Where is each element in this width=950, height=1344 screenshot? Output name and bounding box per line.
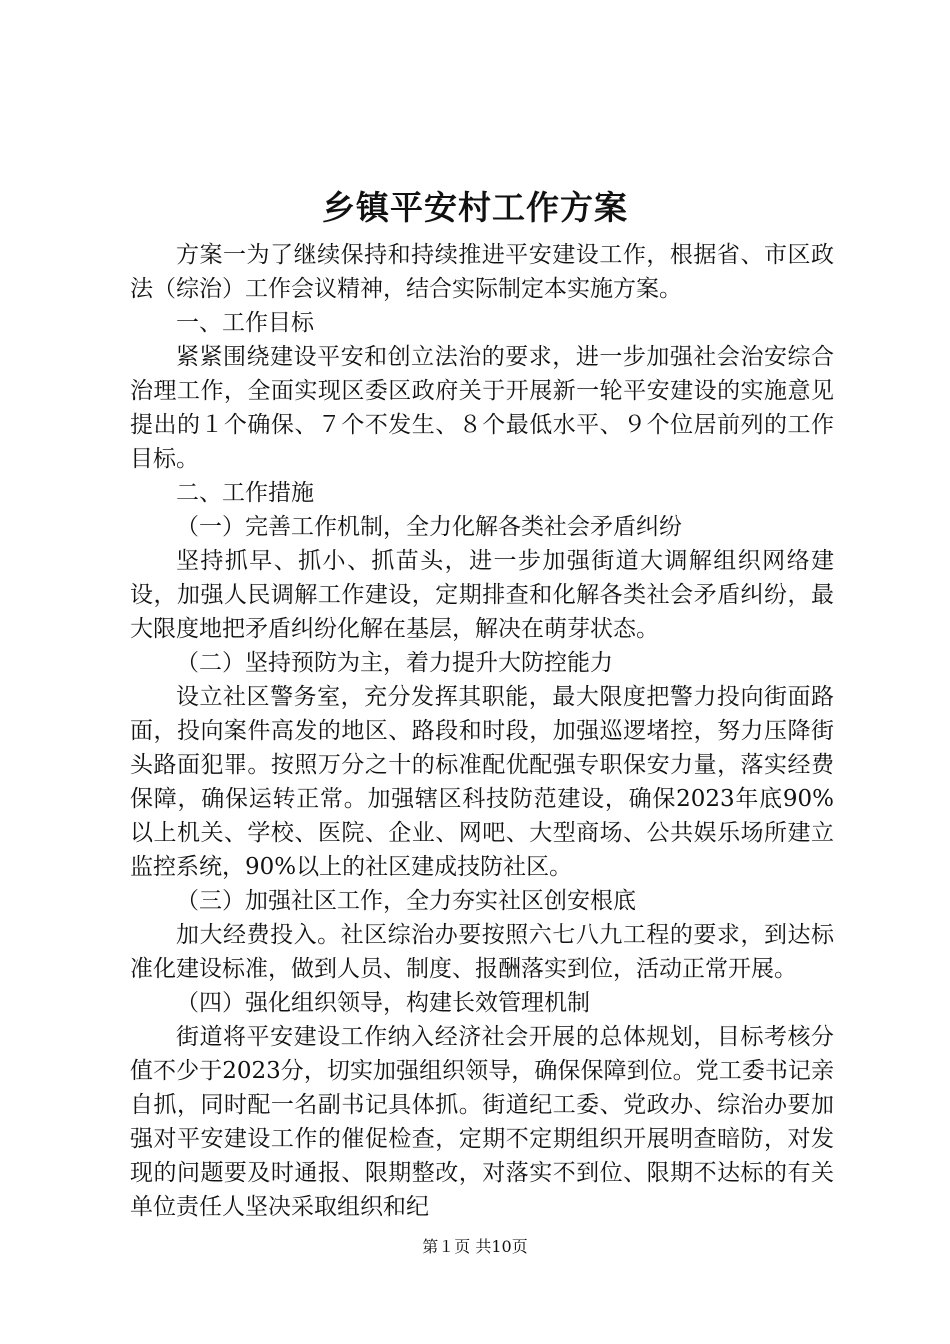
document-body (130, 238, 834, 1224)
leadership-paragraph: 街道将平安建设工作纳入经济社会开展的总体规划，目标考核分值不少于2023分，切实加强组织领导，确保保障到位。党工委书记亲自抓，同时配一名副书记具体抓。街道纪工委、党政办、综治办要加强对平安建设工作的催促检查，定期不定期组织开展明查暗防，对发现的问题要及时通报、限期整改，对落实不到位、限期不达标的有关单位责任人坚决采取组织和纪 (130, 1024, 834, 1220)
prevention-paragraph: 设立社区警务室，充分发挥其职能，最大限度把警力投向街面路面，投向案件高发的地区、路段和时段，加强巡逻堵控，努力压降街头路面犯罪。按照万分之十的标准配优配强专职保安力量，落实经费保障，确保运转正常。加强辖区科技防范建设，确保2023年底90%以上机关、学校、医院、企业、网吧、大型商场、公共娱乐场所建立监控系统，90%以上的社区建成技防社区。 (130, 684, 834, 880)
intro-paragraph: 方案一为了继续保持和持续推进平安建设工作，根据省、市区政法（综治）工作会议精神，结合实际制定本实施方案。 (130, 242, 834, 302)
mechanism-paragraph: 坚持抓早、抓小、抓苗头，进一步加强街道大调解组织网络建设，加强人民调解工作建设，定期排查和化解各类社会矛盾纠纷，最大限度地把矛盾纠纷化解在基层，解决在萌芽状态。 (130, 548, 834, 642)
section-heading-goals: 一、工作目标 (176, 310, 314, 336)
subheading-mechanism: （一）完善工作机制，全力化解各类社会矛盾纠纷 (176, 514, 682, 540)
page-footer: 第１页 共10页 (422, 1237, 528, 1256)
subheading-prevention: （二）坚持预防为主，着力提升大防控能力 (176, 650, 613, 676)
section-heading-measures: 二、工作措施 (176, 480, 314, 506)
subheading-leadership: （四）强化组织领导，构建长效管理机制 (176, 990, 590, 1016)
subheading-community: （三）加强社区工作，全力夯实社区创安根底 (176, 888, 636, 914)
community-paragraph: 加大经费投入。社区综治办要按照六七八九工程的要求，到达标准化建设标准，做到人员、制度、报酬落实到位，活动正常开展。 (130, 922, 834, 982)
page-title: 乡镇平安村工作方案 (322, 188, 628, 227)
goals-paragraph: 紧紧围绕建设平安和创立法治的要求，进一步加强社会治安综合治理工作，全面实现区委区政府关于开展新一轮平安建设的实施意见提出的１个确保、７个不发生、８个最低水平、９个位居前列的工作目标。 (130, 344, 834, 472)
